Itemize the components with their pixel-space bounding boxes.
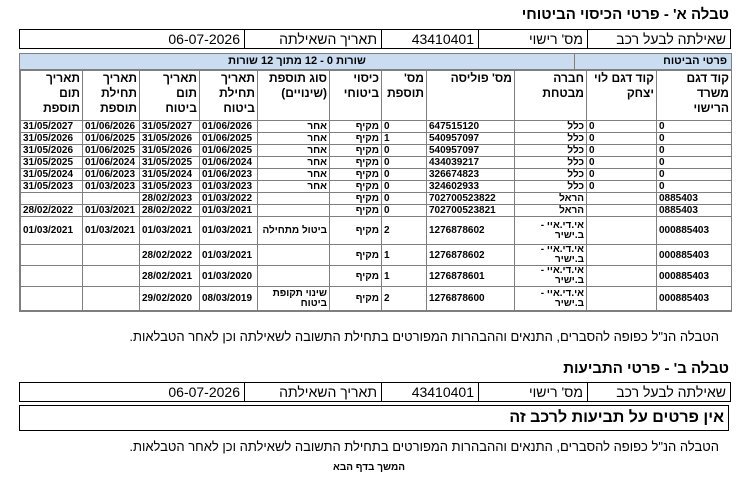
table-cell: 1 bbox=[382, 245, 427, 266]
table-cell: אי.די.איי - ב.ישיר bbox=[515, 217, 587, 245]
table-row bbox=[21, 181, 732, 193]
table-cell: 0 bbox=[657, 133, 732, 145]
table-cell bbox=[21, 287, 83, 311]
table-cell: 0 bbox=[657, 181, 732, 193]
table-cell: 0 bbox=[587, 169, 657, 181]
table-cell: 0 bbox=[382, 121, 427, 133]
table-cell: מקיף bbox=[330, 287, 382, 311]
table-row bbox=[21, 245, 732, 266]
table-cell: 28/02/2022 bbox=[21, 205, 83, 217]
continued-next-page: המשך בדף הבא bbox=[333, 462, 405, 473]
column-header: תאריך תום ביטוח bbox=[140, 71, 200, 121]
table-cell: 31/05/2023 bbox=[21, 181, 83, 193]
table-row bbox=[21, 169, 732, 181]
column-header: תאריך תחילת ביטוח bbox=[200, 71, 258, 121]
table-cell bbox=[83, 245, 140, 266]
table-cell: 0 bbox=[382, 181, 427, 193]
table-cell: 326674823 bbox=[427, 169, 515, 181]
table-cell: 0 bbox=[382, 169, 427, 181]
table-row bbox=[21, 205, 732, 217]
column-header: תאריך תום תוספת bbox=[21, 71, 83, 121]
table-cell: 31/05/2024 bbox=[21, 169, 83, 181]
table-cell: 01/06/2023 bbox=[200, 169, 258, 181]
table-cell bbox=[587, 287, 657, 311]
table-cell: 31/05/2026 bbox=[140, 133, 200, 145]
table-cell: 01/03/2021 bbox=[83, 205, 140, 217]
table-cell: אי.די.איי - ב.ישיר bbox=[515, 287, 587, 311]
insurance-body bbox=[21, 121, 732, 311]
license-value: 43410401 bbox=[382, 30, 479, 48]
table-cell: 28/02/2022 bbox=[140, 245, 200, 266]
table-cell: אחר bbox=[258, 133, 330, 145]
table-cell: 0 bbox=[657, 145, 732, 157]
table-cell: מקיף bbox=[330, 169, 382, 181]
table-cell: 0 bbox=[657, 169, 732, 181]
query-label-b: שאילתה לבעל רכב bbox=[616, 384, 726, 400]
insurance-header-row bbox=[21, 71, 732, 121]
table-cell: 31/05/2023 bbox=[140, 181, 200, 193]
table-row bbox=[21, 145, 732, 157]
insurance-section-bar bbox=[20, 54, 731, 70]
table-a-note: הטבלה הנ"ל כפופה להסברים, התנאים וההבהרות המפורטים בתחילת התשובה לשאילתה וכן לאחר הטבלאות. bbox=[129, 329, 719, 344]
table-cell: כלל bbox=[515, 145, 587, 157]
query-label: שאילתה לבעל רכב bbox=[616, 31, 726, 47]
table-cell bbox=[258, 245, 330, 266]
table-a-title: טבלה א' - פרטי הכיסוי הביטוחי bbox=[521, 6, 729, 23]
table-cell: אחר bbox=[258, 181, 330, 193]
rows-info: שורות 0 - 12 מתוך 12 שורות bbox=[20, 54, 575, 69]
table-cell: 31/05/2026 bbox=[140, 145, 200, 157]
table-cell: 31/05/2025 bbox=[140, 157, 200, 169]
license-label-b: מס' רישוי bbox=[479, 383, 588, 401]
table-cell: 0 bbox=[587, 145, 657, 157]
column-header: מס' פוליסה bbox=[427, 71, 515, 121]
column-header: כיסוי ביטוחי bbox=[330, 71, 382, 121]
table-cell: 1276878602 bbox=[427, 217, 515, 245]
table-cell: 01/06/2026 bbox=[83, 121, 140, 133]
table-cell: 31/05/2024 bbox=[140, 169, 200, 181]
table-row bbox=[21, 193, 732, 205]
table-cell bbox=[587, 245, 657, 266]
insurance-table bbox=[20, 70, 732, 311]
table-cell: 01/03/2021 bbox=[140, 217, 200, 245]
table-cell: 01/03/2023 bbox=[200, 181, 258, 193]
table-cell: 1276878601 bbox=[427, 266, 515, 287]
table-cell: 01/06/2025 bbox=[200, 133, 258, 145]
table-cell: 01/03/2021 bbox=[200, 205, 258, 217]
table-cell: 28/02/2023 bbox=[140, 193, 200, 205]
table-cell: 000885403 bbox=[657, 287, 732, 311]
table-cell: 2 bbox=[382, 287, 427, 311]
table-cell: כלל bbox=[515, 121, 587, 133]
table-cell: 324602933 bbox=[427, 181, 515, 193]
table-cell: מקיף bbox=[330, 121, 382, 133]
table-cell: 01/03/2021 bbox=[200, 217, 258, 245]
query-date-label: תאריך השאילתה bbox=[245, 30, 382, 48]
table-cell: 0885403 bbox=[657, 205, 732, 217]
table-cell: 01/06/2024 bbox=[83, 157, 140, 169]
table-cell: 31/05/2025 bbox=[21, 157, 83, 169]
column-header: קוד דגם לוי יצחק bbox=[587, 71, 657, 121]
table-cell: 0 bbox=[657, 157, 732, 169]
table-cell: 000885403 bbox=[657, 245, 732, 266]
table-cell: 0 bbox=[657, 121, 732, 133]
table-cell: 434039217 bbox=[427, 157, 515, 169]
table-cell: אחר bbox=[258, 121, 330, 133]
table-cell: מקיף bbox=[330, 157, 382, 169]
table-b-title: טבלה ב' - פרטי התביעות bbox=[563, 360, 729, 377]
table-cell: הראל bbox=[515, 193, 587, 205]
table-cell bbox=[587, 217, 657, 245]
table-cell: אחר bbox=[258, 157, 330, 169]
table-cell: 0 bbox=[382, 205, 427, 217]
table-cell: 01/03/2023 bbox=[83, 181, 140, 193]
table-b-query-header bbox=[19, 382, 731, 402]
table-cell: 01/06/2025 bbox=[200, 145, 258, 157]
table-row bbox=[21, 133, 732, 145]
table-cell: 0 bbox=[587, 181, 657, 193]
table-cell bbox=[21, 245, 83, 266]
license-label: מס' רישוי bbox=[479, 30, 588, 48]
table-cell: 01/03/2021 bbox=[83, 217, 140, 245]
column-header: תאריך תחילת תוספת bbox=[83, 71, 140, 121]
table-cell: 0 bbox=[382, 145, 427, 157]
table-cell: כלל bbox=[515, 181, 587, 193]
license-value-b: 43410401 bbox=[382, 383, 479, 401]
table-cell: כלל bbox=[515, 133, 587, 145]
table-cell: 1276878600 bbox=[427, 287, 515, 311]
table-cell: מקיף bbox=[330, 245, 382, 266]
table-cell bbox=[21, 193, 83, 205]
table-cell: 1 bbox=[382, 266, 427, 287]
table-cell bbox=[21, 266, 83, 287]
section-label: פרטי הביטוח bbox=[663, 55, 727, 67]
table-cell: 702700523821 bbox=[427, 205, 515, 217]
table-cell: 540957097 bbox=[427, 145, 515, 157]
table-cell: 31/05/2027 bbox=[140, 121, 200, 133]
table-cell: 01/03/2021 bbox=[200, 245, 258, 266]
no-claims-message: אין פרטים על תביעות לרכב זה bbox=[19, 405, 729, 431]
table-cell: אחר bbox=[258, 169, 330, 181]
table-cell: 01/03/2022 bbox=[200, 193, 258, 205]
table-cell: 0 bbox=[382, 157, 427, 169]
table-cell: 000885403 bbox=[657, 266, 732, 287]
table-cell: 0 bbox=[382, 193, 427, 205]
table-cell bbox=[83, 193, 140, 205]
table-row bbox=[21, 217, 732, 245]
table-cell: ביטול מתחילה bbox=[258, 217, 330, 245]
table-row bbox=[21, 157, 732, 169]
table-cell: 01/06/2023 bbox=[83, 169, 140, 181]
table-cell: מקיף bbox=[330, 266, 382, 287]
table-cell: הראל bbox=[515, 205, 587, 217]
table-cell: כלל bbox=[515, 169, 587, 181]
table-a-query-header bbox=[19, 29, 731, 49]
table-cell: מקיף bbox=[330, 181, 382, 193]
table-cell: מקיף bbox=[330, 133, 382, 145]
table-cell: אי.די.איי - ב.ישיר bbox=[515, 245, 587, 266]
table-cell: 31/05/2026 bbox=[21, 133, 83, 145]
insurance-table-wrapper bbox=[19, 53, 732, 312]
query-date-label-b: תאריך השאילתה bbox=[245, 383, 382, 401]
table-cell: 000885403 bbox=[657, 217, 732, 245]
table-cell: 2 bbox=[382, 217, 427, 245]
table-cell bbox=[258, 205, 330, 217]
table-cell: 28/02/2021 bbox=[140, 266, 200, 287]
table-cell bbox=[587, 193, 657, 205]
table-cell: מקיף bbox=[330, 193, 382, 205]
table-row bbox=[21, 121, 732, 133]
table-cell: 01/06/2024 bbox=[200, 157, 258, 169]
table-cell: 01/06/2026 bbox=[200, 121, 258, 133]
table-cell: 31/05/2027 bbox=[21, 121, 83, 133]
table-cell: 29/02/2020 bbox=[140, 287, 200, 311]
column-header: קוד דגם משרד הרישוי bbox=[657, 71, 732, 121]
column-header: סוג תוספת (שינויים) bbox=[258, 71, 330, 121]
table-cell: 01/03/2020 bbox=[200, 266, 258, 287]
table-cell: 01/06/2025 bbox=[83, 133, 140, 145]
table-cell: 0 bbox=[587, 133, 657, 145]
table-cell: שינוי תקופת ביטוח bbox=[258, 287, 330, 311]
table-row bbox=[21, 287, 732, 311]
table-cell: כלל bbox=[515, 157, 587, 169]
table-cell: 28/02/2022 bbox=[140, 205, 200, 217]
table-cell bbox=[258, 266, 330, 287]
table-cell: 1276878602 bbox=[427, 245, 515, 266]
table-cell: 08/03/2019 bbox=[200, 287, 258, 311]
table-cell: 702700523822 bbox=[427, 193, 515, 205]
table-cell: אחר bbox=[258, 145, 330, 157]
table-cell: 01/06/2025 bbox=[83, 145, 140, 157]
table-cell bbox=[83, 287, 140, 311]
table-row bbox=[21, 266, 732, 287]
table-cell: 647515120 bbox=[427, 121, 515, 133]
table-cell: מקיף bbox=[330, 145, 382, 157]
table-cell: 0 bbox=[587, 121, 657, 133]
column-header: חברה מבטחת bbox=[515, 71, 587, 121]
table-b-note: הטבלה הנ"ל כפופה להסברים, התנאים וההבהרות המפורטים בתחילת התשובה לשאילתה וכן לאחר הטבלאות. bbox=[129, 439, 719, 454]
table-cell: 31/05/2026 bbox=[21, 145, 83, 157]
table-cell bbox=[83, 266, 140, 287]
table-cell bbox=[258, 193, 330, 205]
table-cell bbox=[587, 205, 657, 217]
query-date-value-b: 06-07-2026 bbox=[20, 383, 245, 401]
table-cell: 540957097 bbox=[427, 133, 515, 145]
table-cell bbox=[587, 266, 657, 287]
table-cell: אי.די.איי - ב.ישיר bbox=[515, 266, 587, 287]
table-cell: 0 bbox=[587, 157, 657, 169]
column-header: מס' תוספת bbox=[382, 71, 427, 121]
table-cell: מקיף bbox=[330, 217, 382, 245]
query-date-value: 06-07-2026 bbox=[20, 30, 245, 48]
table-cell: מקיף bbox=[330, 205, 382, 217]
table-cell: 01/03/2021 bbox=[21, 217, 83, 245]
table-cell: 1 bbox=[382, 133, 427, 145]
table-cell: 0885403 bbox=[657, 193, 732, 205]
